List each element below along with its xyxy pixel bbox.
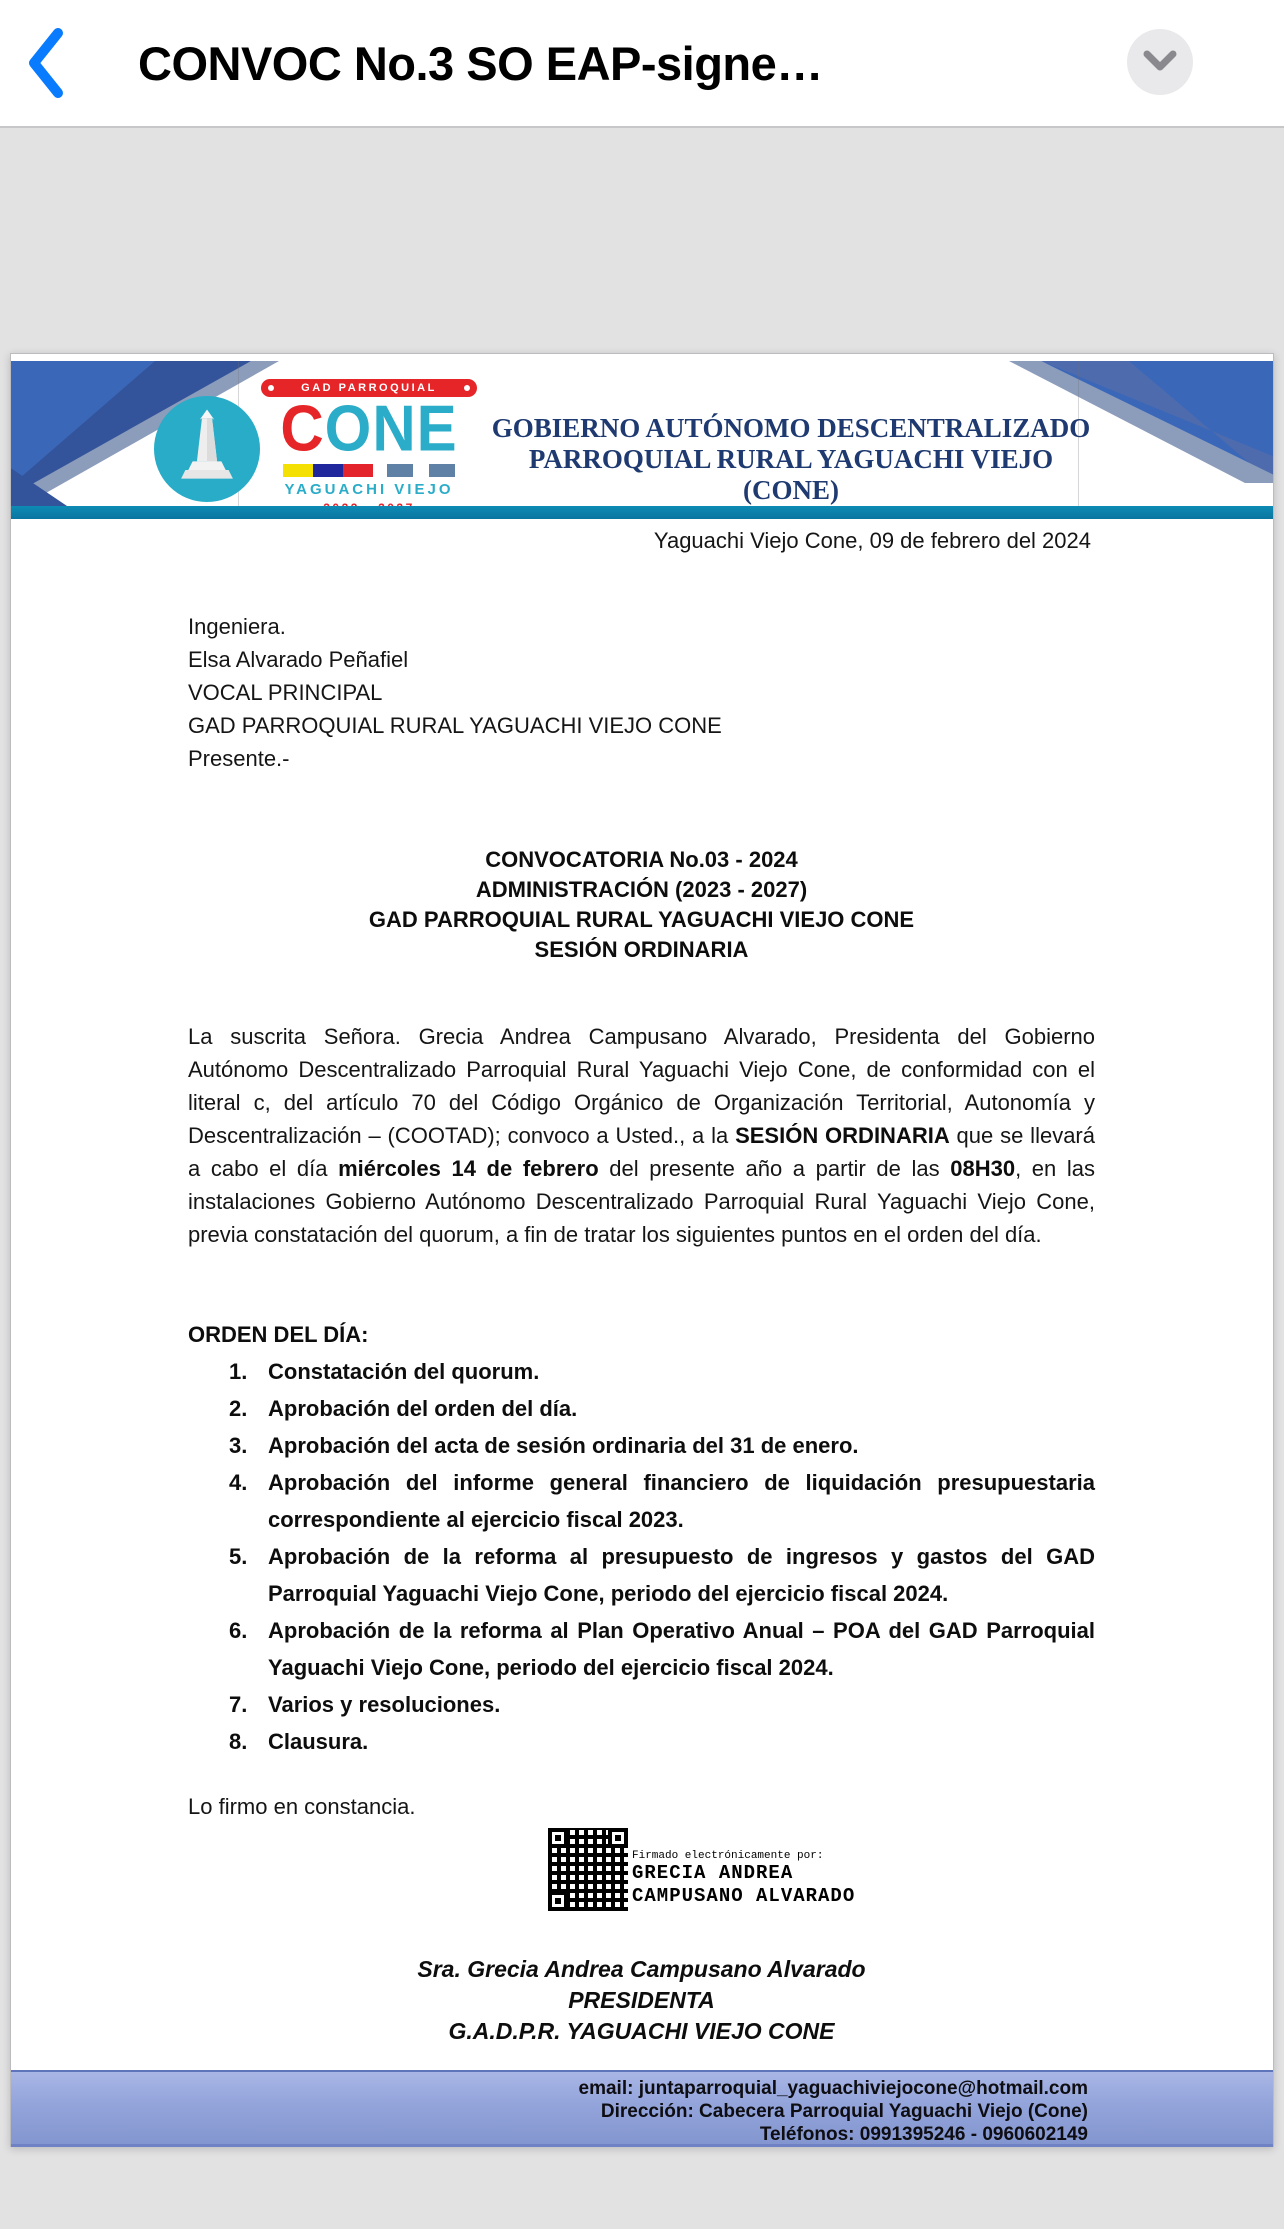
agenda-item — [229, 1612, 1095, 1686]
logo-badge-text: GAD PARROQUIAL — [301, 382, 437, 394]
stamp-name-line2: CAMPUSANO ALVARADO — [632, 1885, 856, 1907]
expand-menu-button[interactable] — [1127, 29, 1193, 95]
agenda-item — [229, 1353, 1095, 1390]
qr-code — [548, 1828, 628, 1911]
agenda-heading: ORDEN DEL DÍA: — [188, 1322, 369, 1347]
agenda-item-text: Aprobación del orden del día. — [268, 1396, 578, 1421]
header-rule-bar — [11, 506, 1273, 519]
agenda-item-number: 8. — [229, 1729, 248, 1754]
logo-wordmark — [261, 379, 477, 515]
agenda-item-number: 4. — [229, 1470, 248, 1495]
signature-block — [188, 1954, 1095, 2047]
organization-name — [491, 413, 1091, 506]
agenda-item — [229, 1538, 1095, 1612]
agenda-item-text: Aprobación de la reforma al presupuesto de ingresos y gastos del GAD Parroquial Yaguachi Viejo Cone, periodo del ejercicio fiscal 2024. — [268, 1544, 1095, 1606]
closing-line: Lo firmo en constancia. — [188, 1794, 416, 1819]
agenda-item — [229, 1723, 1095, 1760]
flag-blue-square — [313, 464, 343, 477]
agenda-item — [229, 1427, 1095, 1464]
logo-color-squares — [261, 463, 477, 477]
letter-date: Yaguachi Viejo Cone, 09 de febrero del 2024 — [653, 528, 1091, 553]
signatory-role: PRESIDENTA — [568, 1987, 715, 2013]
agenda-item — [229, 1390, 1095, 1427]
agenda-item-text: Varios y resoluciones. — [268, 1692, 501, 1717]
recipient-line: Elsa Alvarado Peñafiel — [188, 647, 409, 672]
agenda-item-number: 2. — [229, 1396, 248, 1421]
convocation-title-line: GAD PARROQUIAL RURAL YAGUACHI VIEJO CONE — [368, 907, 915, 932]
footer-address: Dirección: Cabecera Parroquial Yaguachi Viejo (Cone) — [600, 2101, 1088, 2122]
logo-subtitle: YAGUACHI VIEJO — [284, 481, 454, 498]
qr-finder-pattern — [548, 1891, 568, 1911]
recipient-line: Presente.- — [188, 746, 290, 771]
body-text: que se llevará a cabo el día — [188, 1123, 1095, 1181]
body-text-bold: SESIÓN ORDINARIA — [735, 1123, 950, 1148]
flag-yellow-square — [283, 464, 313, 477]
logo-letters-one: ONE — [324, 392, 458, 465]
stamp-caption — [632, 1828, 855, 1911]
body-text: La suscrita Señora. Grecia Andrea Campusano Alvarado, Presidenta del Gobierno Autónomo Descentralizado Parroquial Rural Yaguachi Viejo Cone, de conformidad con el literal c, del artículo 70 del Código Orgánico de Organización Territorial, Autonomía y Descentralización – (COOTAD); convoco a Usted., a la — [188, 1024, 1095, 1148]
chevron-left-icon — [24, 89, 68, 104]
letterhead-banner — [11, 361, 1273, 506]
agenda-item — [229, 1686, 1095, 1723]
document-page — [10, 353, 1274, 2147]
agenda-item-number: 1. — [229, 1359, 248, 1384]
agenda-list — [229, 1353, 1095, 1760]
back-button[interactable] — [18, 22, 74, 106]
letter-body-paragraph — [188, 1020, 1095, 1251]
recipient-line: Ingeniera. — [188, 614, 286, 639]
badge-dot-right — [464, 385, 470, 391]
electronic-signature-stamp — [548, 1828, 855, 1911]
slate-square — [387, 464, 413, 477]
convocation-title-line: SESIÓN ORDINARIA — [534, 937, 749, 962]
agenda-item-number: 6. — [229, 1618, 248, 1643]
body-text-bold: miércoles 14 de febrero — [338, 1156, 599, 1181]
body-text: , en las instalaciones Gobierno Autónomo Descentralizado Parroquial Rural Yaguachi Viejo Cone, previa constatación del quorum, a fin de tratar los siguientes puntos en el orden del día. — [188, 1156, 1096, 1247]
agenda-item — [229, 1464, 1095, 1538]
document-title: CONVOC No.3 SO EAP-signe… — [138, 37, 823, 90]
logo-emblem-circle — [154, 396, 260, 502]
recipient-block — [188, 610, 722, 775]
agenda-item-text: Clausura. — [268, 1729, 369, 1754]
agenda-item-number: 3. — [229, 1433, 248, 1458]
flag-red-square — [343, 464, 373, 477]
chevron-down-icon — [1142, 49, 1178, 76]
qr-finder-pattern — [548, 1828, 568, 1848]
signatory-name: Sra. Grecia Andrea Campusano Alvarado — [417, 1956, 866, 1982]
convocation-title-block — [188, 845, 1095, 965]
agenda-item-text: Aprobación del acta de sesión ordinaria del 31 de enero. — [268, 1433, 859, 1458]
app-bar — [0, 0, 1284, 128]
agenda-item-text: Aprobación del informe general financiero de liquidación presupuestaria correspondiente al ejercicio fiscal 2023. — [268, 1470, 1095, 1532]
stamp-label: Firmado electrónicamente por: — [632, 1850, 824, 1862]
recipient-line: VOCAL PRINCIPAL — [188, 680, 383, 705]
agenda-item-number: 5. — [229, 1544, 248, 1569]
agenda-item-number: 7. — [229, 1692, 248, 1717]
footer-email: email: juntaparroquial_yaguachiviejocone@hotmail.com — [578, 2078, 1088, 2099]
organization-name-line1: GOBIERNO AUTÓNOMO DESCENTRALIZADO — [491, 413, 1091, 443]
signatory-institution: G.A.D.P.R. YAGUACHI VIEJO CONE — [448, 2018, 835, 2044]
body-text: del presente año a partir de las — [598, 1156, 951, 1181]
recipient-line: GAD PARROQUIAL RURAL YAGUACHI VIEJO CONE — [188, 713, 722, 738]
footer-phones: Teléfonos: 0991395246 - 0960602149 — [759, 2124, 1088, 2145]
qr-finder-pattern — [608, 1828, 628, 1848]
badge-dot-left — [268, 385, 274, 391]
logo-cone-mark — [261, 394, 477, 463]
logo-letter-c: C — [280, 392, 325, 465]
agenda-item-text: Aprobación de la reforma al Plan Operativo Anual – POA del GAD Parroquial Yaguachi Viejo Cone, periodo del ejercicio fiscal 2024. — [268, 1618, 1095, 1680]
convocation-title-line: CONVOCATORIA No.03 - 2024 — [485, 847, 798, 872]
convocation-title-line: ADMINISTRACIÓN (2023 - 2027) — [475, 877, 808, 902]
organization-name-line2: PARROQUIAL RURAL YAGUACHI VIEJO (CONE) — [528, 444, 1054, 505]
document-footer-band — [11, 2070, 1273, 2147]
body-text-bold: 08H30 — [950, 1156, 1016, 1181]
slate-square — [429, 464, 455, 477]
stamp-name-line1: GRECIA ANDREA — [632, 1862, 794, 1884]
obelisk-monument-icon — [171, 405, 243, 494]
agenda-item-text: Constatación del quorum. — [268, 1359, 540, 1384]
